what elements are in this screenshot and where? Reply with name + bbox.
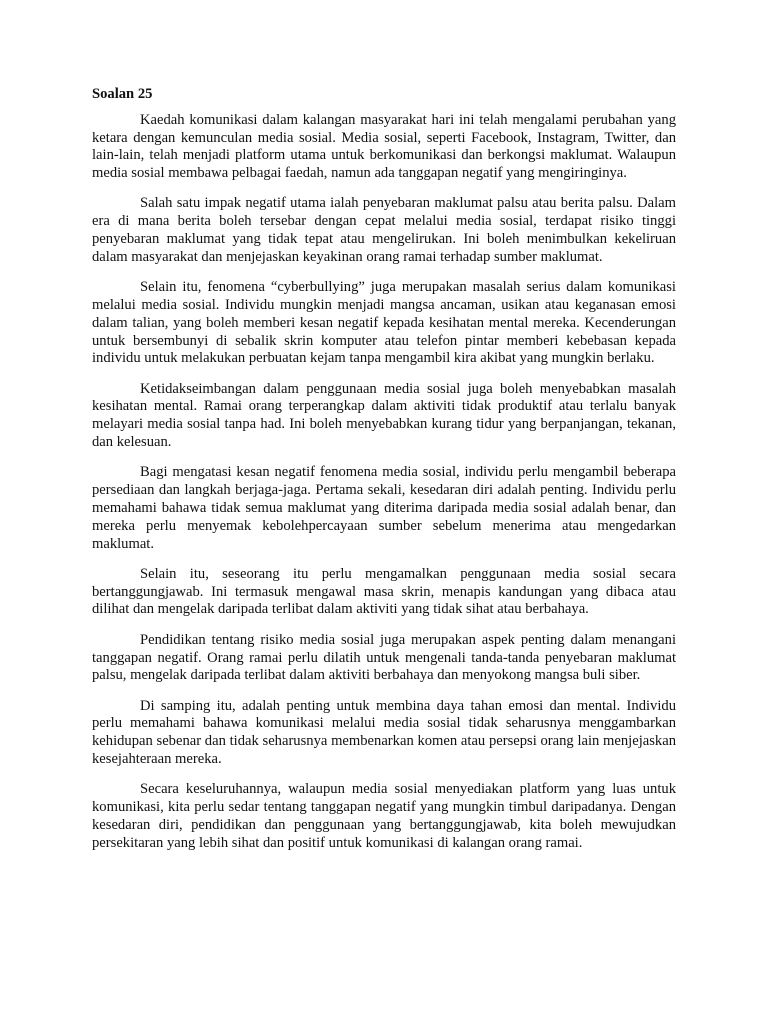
paragraph-cyberbullying: Selain itu, fenomena “cyberbullying” juga merupakan masalah serius dalam komunikasi melalui media sosial. Individu mungkin menjadi mangsa ancaman, usikan atau keganasan emosi dalam talian, yang boleh memberi kesan negatif kepada kesihatan mental mereka. Kecenderungan untuk bersembunyi di sebalik skrin komputer atau telefon pintar memberi kebebasan kepada individu untuk melakukan perbuatan kejam tanpa mengambil kira akibat yang mungkin berlaku. — [92, 279, 676, 367]
document-page — [92, 86, 676, 865]
paragraph-self-awareness: Bagi mengatasi kesan negatif fenomena media sosial, individu perlu mengambil beberapa persediaan dan langkah berjaga-jaga. Pertama sekali, kesedaran diri adalah penting. Individu perlu memahami bahawa tidak semua maklumat yang diterima daripada media sosial adalah benar, dan mereka perlu menyemak kebolehpercayaan sumber sebelum menerima atau mengedarkan maklumat. — [92, 464, 676, 552]
paragraph-introduction: Kaedah komunikasi dalam kalangan masyarakat hari ini telah mengalami perubahan yang ketara dengan kemunculan media sosial. Media sosial, seperti Facebook, Instagram, Twitter, dan lain-lain, telah menjadi platform utama untuk berkomunikasi dan berkongsi maklumat. Walaupun media sosial membawa pelbagai faedah, namun ada tanggapan negatif yang mengiringinya. — [92, 111, 676, 182]
paragraph-responsible-use: Selain itu, seseorang itu perlu mengamalkan penggunaan media sosial secara bertanggungjawab. Ini termasuk mengawal masa skrin, menapis kandungan yang dibaca atau dilihat dan mengelak daripada terlibat dalam aktiviti yang tidak sihat atau berbahaya. — [92, 565, 676, 618]
question-heading: Soalan 25 — [92, 86, 153, 102]
paragraph-resilience: Di samping itu, adalah penting untuk membina daya tahan emosi dan mental. Individu perlu memahami bahawa komunikasi melalui media sosial tidak seharusnya menggambarkan kehidupan sebenar dan tidak seharusnya membenarkan komen atau persepsi orang lain menjejaskan kesejahteraan mereka. — [92, 697, 676, 767]
paragraph-conclusion: Secara keseluruhannya, walaupun media sosial menyediakan platform yang luas untuk komunikasi, kita perlu sedar tentang tanggapan negatif yang mungkin timbul daripadanya. Dengan kesedaran diri, pendidikan dan penggunaan yang bertanggungjawab, kita boleh mewujudkan persekitaran yang lebih sihat dan positif untuk komunikasi di kalangan orang ramai. — [92, 781, 676, 851]
paragraph-education: Pendidikan tentang risiko media sosial juga merupakan aspek penting dalam menangani tanggapan negatif. Orang ramai perlu dilatih untuk mengenali tanda-tanda penyebaran maklumat palsu, mengelak daripada terlibat dalam aktiviti berbahaya dan menyokong mangsa buli siber. — [92, 631, 676, 684]
paragraph-mental-health: Ketidakseimbangan dalam penggunaan media sosial juga boleh menyebabkan masalah kesihatan mental. Ramai orang terperangkap dalam aktiviti tidak produktif atau terlalu banyak melayari media sosial tanpa had. Ini boleh menyebabkan kurang tidur yang berpanjangan, tekanan, dan kelesuan. — [92, 380, 676, 451]
paragraph-fake-news: Salah satu impak negatif utama ialah penyebaran maklumat palsu atau berita palsu. Dalam era di mana berita boleh tersebar dengan cepat melalui media sosial, terdapat risiko tinggi penyebaran maklumat yang tidak tepat atau mengelirukan. Ini boleh menimbulkan kekeliruan dalam masyarakat dan menjejaskan keyakinan orang ramai terhadap sumber maklumat. — [92, 195, 676, 265]
